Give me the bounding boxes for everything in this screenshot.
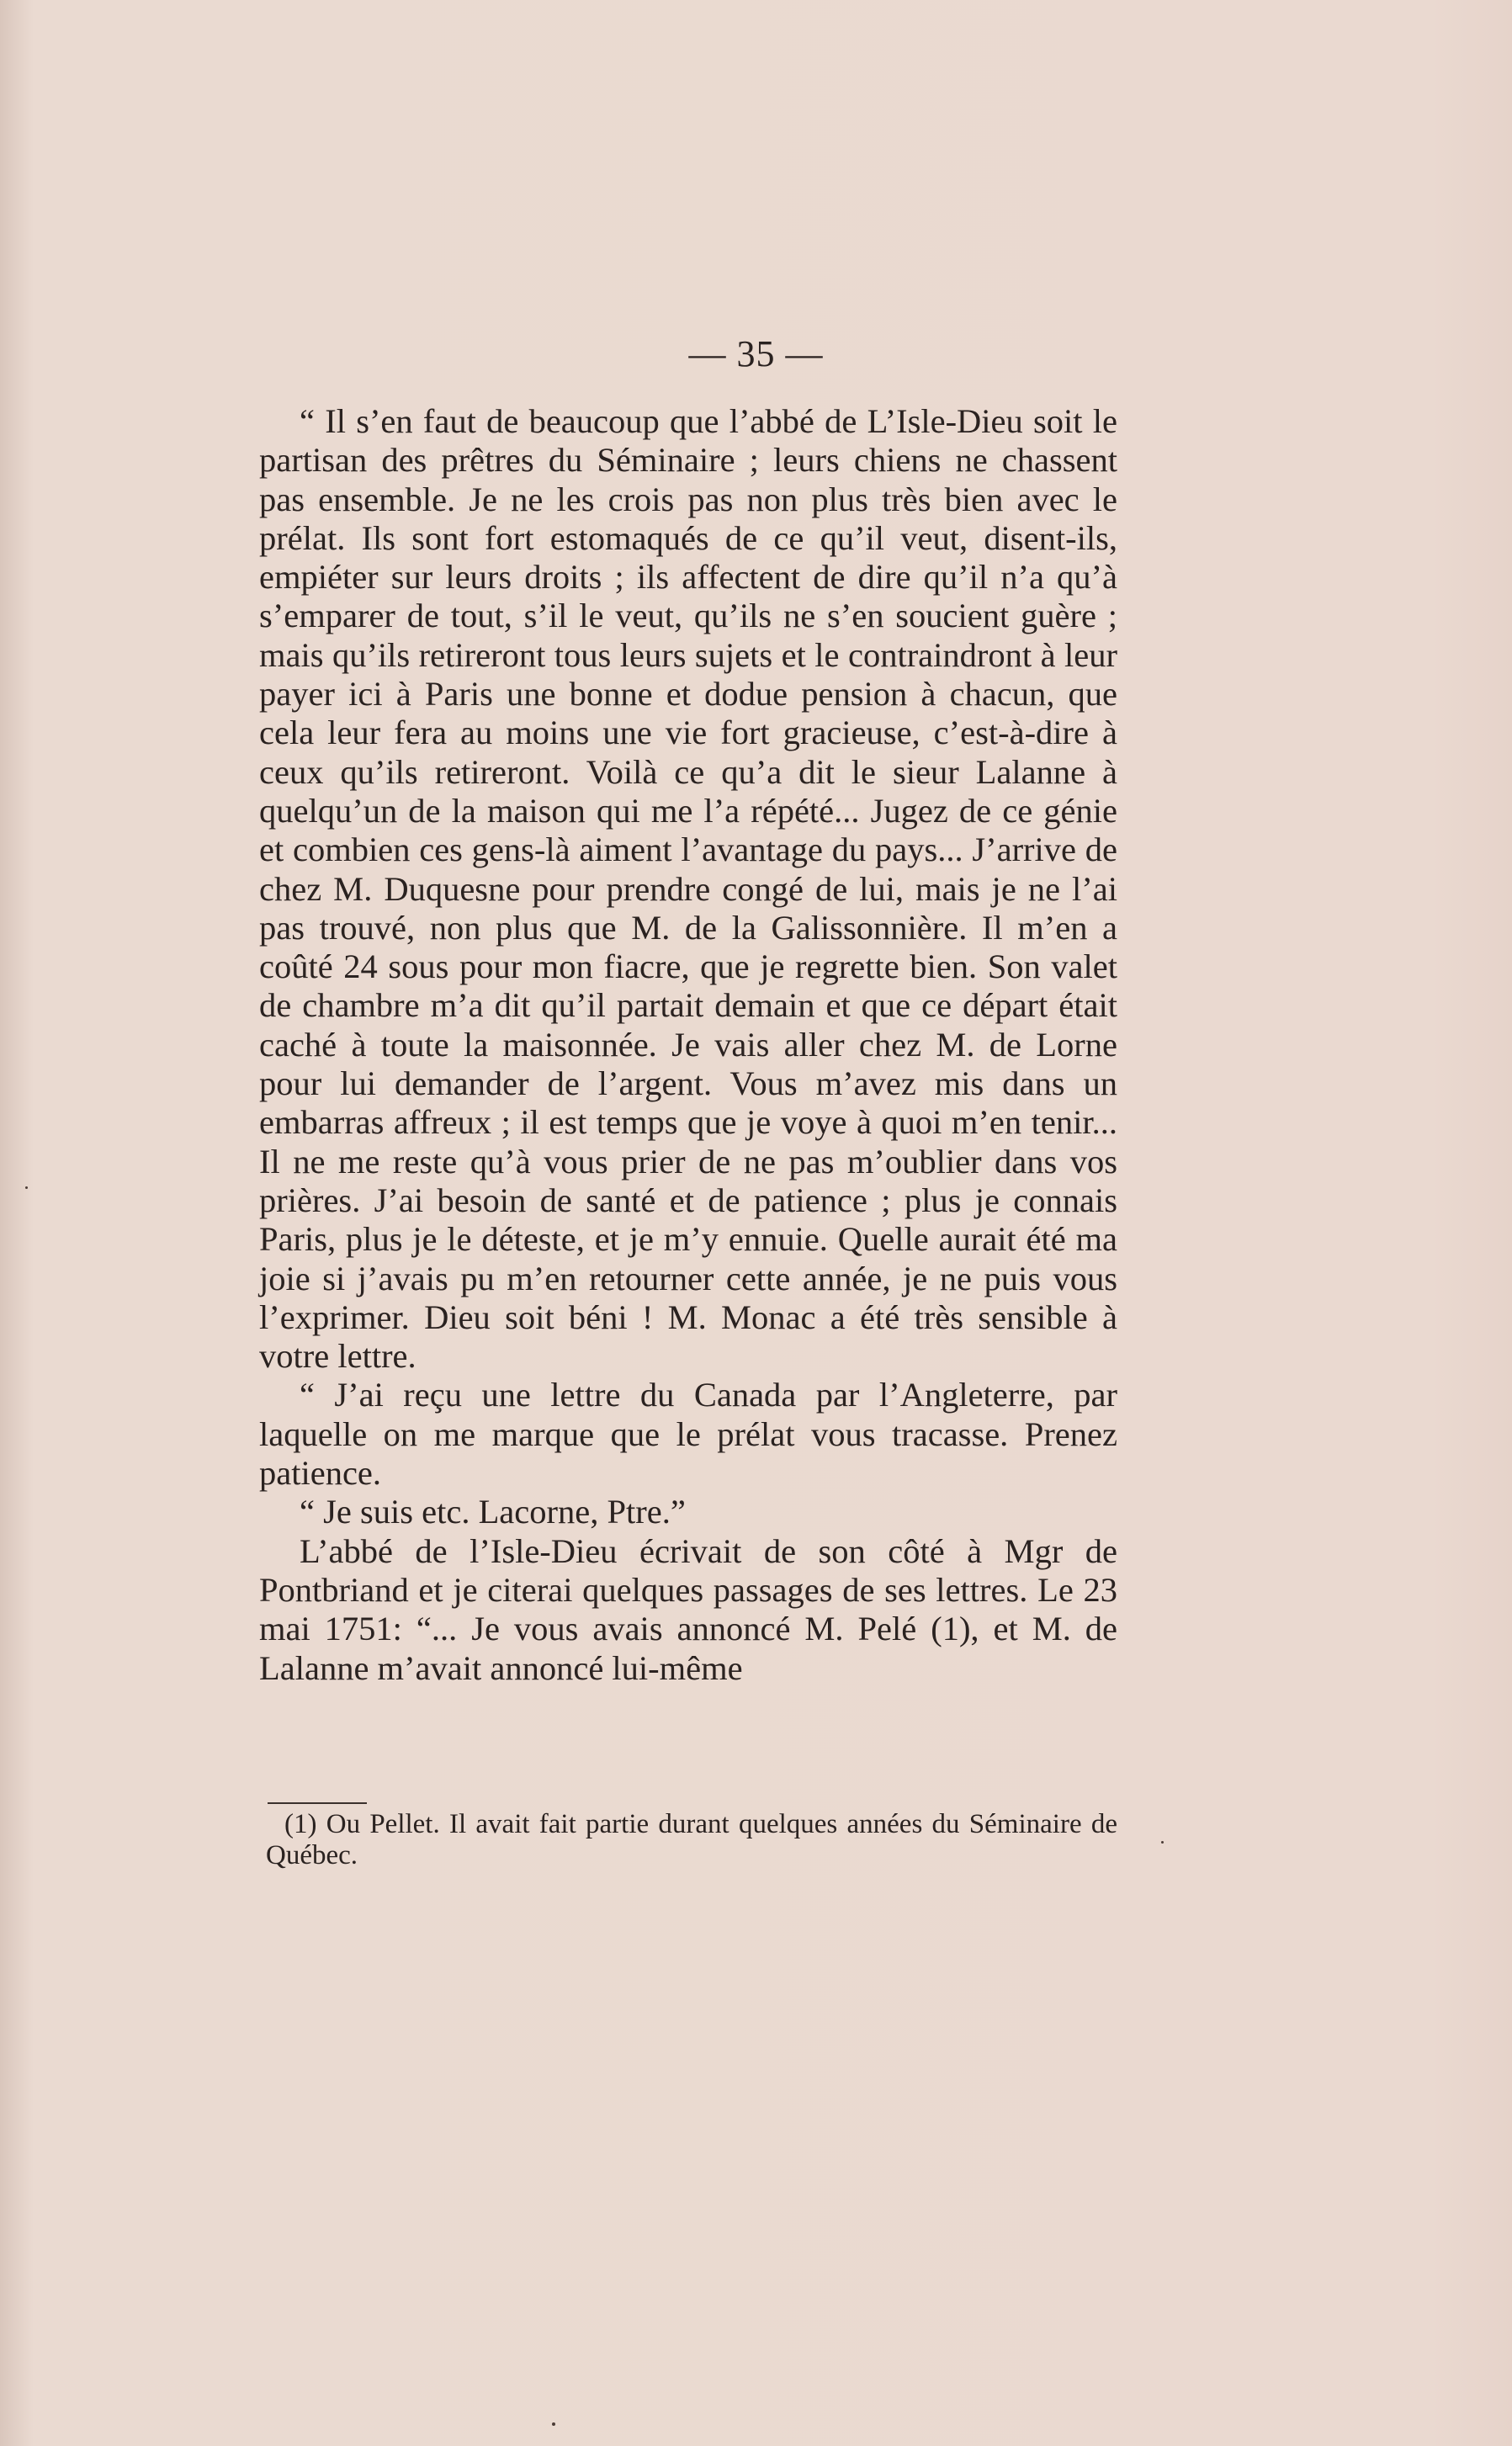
paragraph-quote-1: “ Il s’en faut de beaucoup que l’abbé de L’Isle-Dieu soit le partisan des prêtres du Séminaire ; leurs chiens ne chassent pas ensemble. Je ne les crois pas non plus très bien avec le prélat. Ils sont fort estomaqués de ce qu’il veut, disent-ils, empiéter sur leurs droits ; ils affectent de dire qu’il n’a qu’à s’emparer de tout, s’il le veut, qu’ils ne s’en soucient guère ; mais qu’ils retireront tous leurs sujets et le contraindront à leur payer ici à Paris une bonne et dodue pension à chacun, que cela leur fera au moins une vie fort gracieuse, c’est-à-dire à ceux qu’ils retireront. Voilà ce qu’a dit le sieur Lalanne à quelqu’un de la maison qui me l’a répété... Jugez de ce génie et combien ces gens-là aiment l’avantage du pays... J’arrive de chez M. Duquesne pour prendre congé de lui, mais je ne l’ai pas trouvé, non plus que M. de la Galissonnière. Il m’en a coûté 24 sous pour mon fiacre, que je regrette bien. Son valet de chambre m’a dit qu’il partait demain et que ce départ était caché à toute la maisonnée. Je vais aller chez M. de Lorne pour lui demander de l’argent. Vous m’avez mis dans un embarras affreux ; il est temps que je voye à quoi m’en tenir... Il ne me reste qu’à vous prier de ne pas m’oublier dans vos prières. J’ai besoin de santé et de patience ; plus je connais Paris, plus je le déteste, et je m’y ennuie. Quelle aurait été ma joie si j’avais pu m’en retourner cette année, je ne puis vous l’exprimer. Dieu soit béni ! M. Monac a été très sensible à votre lettre. <box>259 402 1117 1376</box>
footnote-mark: (1) <box>284 1809 317 1839</box>
paper-speck <box>552 2422 555 2426</box>
paragraph-quote-2: “ J’ai reçu une lettre du Canada par l’Angleterre, par laquelle on me marque que le prélat vous tracasse. Prenez patience. <box>259 1376 1117 1493</box>
footnote <box>266 1809 1117 1871</box>
paper-speck <box>25 1186 28 1189</box>
footnote-reference: 1 <box>942 1610 959 1648</box>
narrative-text: L’abbé de l’Isle-Dieu écrivait de son côté à Mgr de Pontbriand et je citerai quelques passages de ses lettres. Le 23 mai 1751: “... Je vous avais annoncé M. Pelé ( <box>259 1531 1117 1648</box>
footnote-divider <box>268 1802 367 1804</box>
paper-speck <box>1161 1841 1164 1844</box>
paragraph-narrative <box>259 1532 1117 1688</box>
page-number: — 35 — <box>688 333 824 374</box>
paragraph-signature: “ Je suis etc. Lacorne, Ptre.” <box>300 1493 686 1531</box>
body-text <box>259 402 1117 1688</box>
footnote-text: Ou Pellet. Il avait fait partie durant quelques années du Séminaire de Québec. <box>266 1809 1117 1870</box>
narrative-text-continued: ), et M. de Lalanne m’avait annoncé lui-même <box>259 1610 1118 1687</box>
